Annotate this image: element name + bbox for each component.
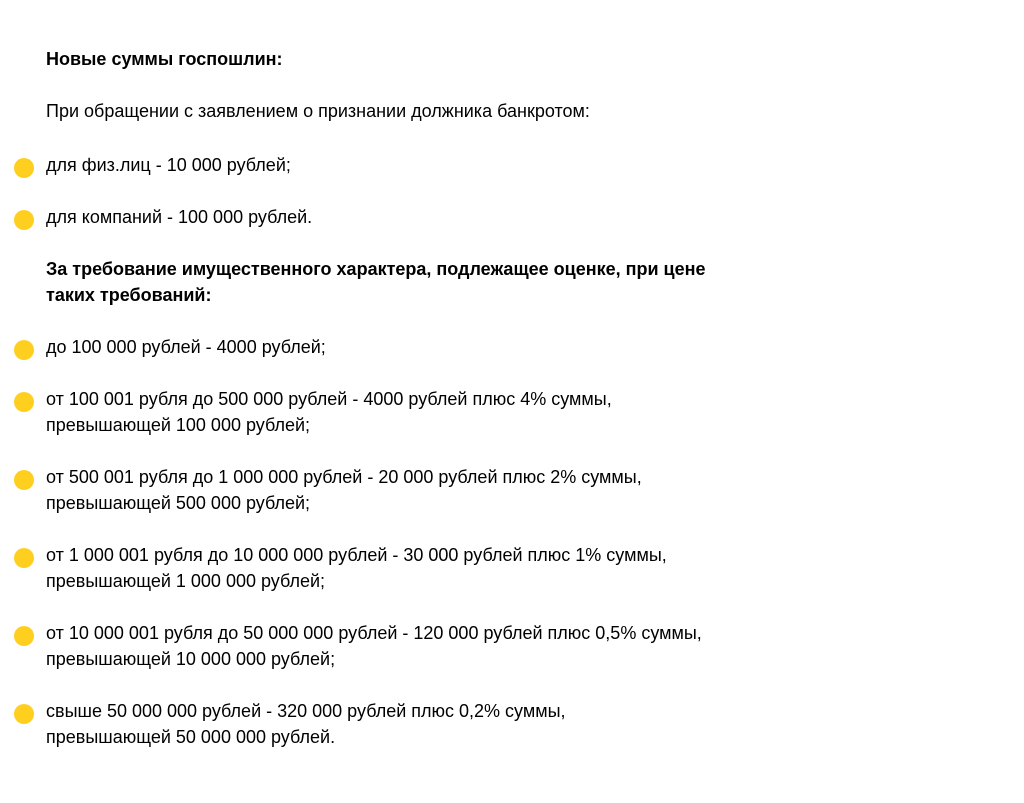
list-item-line: превышающей 50 000 000 рублей. [46,727,336,747]
bullet-icon [14,626,34,646]
list-item-line: превышающей 10 000 000 рублей; [46,649,336,669]
list-item-line: свыше 50 000 000 рублей - 320 000 рублей плюс 0,2% суммы, [46,701,566,721]
bullet-icon [14,210,34,230]
list-item-line: превышающей 500 000 рублей; [46,493,311,513]
bullet-icon [14,392,34,412]
bullet-icon [14,340,34,360]
list-item-line: от 1 000 001 рубля до 10 000 000 рублей - 30 000 рублей плюс 1% суммы, [46,545,667,565]
list-item-line: от 500 001 рубля до 1 000 000 рублей - 20 000 рублей плюс 2% суммы, [46,467,642,487]
bullet-icon [14,548,34,568]
heading-new-fees: Новые суммы госпошлин: [46,49,283,69]
heading-line: За требование имущественного характера, подлежащее оценке, при цене [46,259,706,279]
list-item-text [46,464,926,516]
heading-line: таких требований: [46,285,212,305]
intro-bankruptcy: При обращении с заявлением о признании должника банкротом: [46,101,590,121]
list-item-line: превышающей 100 000 рублей; [46,415,311,435]
list-item-text [46,620,926,672]
list-item-line: до 100 000 рублей - 4000 рублей; [46,337,326,357]
list-item-line: от 100 001 рубля до 500 000 рублей - 4000 рублей плюс 4% суммы, [46,389,612,409]
list-item-line: превышающей 1 000 000 рублей; [46,571,326,591]
bullet-icon [14,470,34,490]
bullet-icon [14,158,34,178]
heading-property-claims [46,256,706,308]
list-item-text [46,334,926,360]
bullet-icon [14,704,34,724]
list-item-text: для физ.лиц - 10 000 рублей; [46,155,291,175]
list-item-line: от 10 000 001 рубля до 50 000 000 рублей - 120 000 рублей плюс 0,5% суммы, [46,623,702,643]
list-item-text [46,698,926,750]
list-item-text: для компаний - 100 000 рублей. [46,207,313,227]
list-item-text [46,542,926,594]
list-item-text [46,386,926,438]
